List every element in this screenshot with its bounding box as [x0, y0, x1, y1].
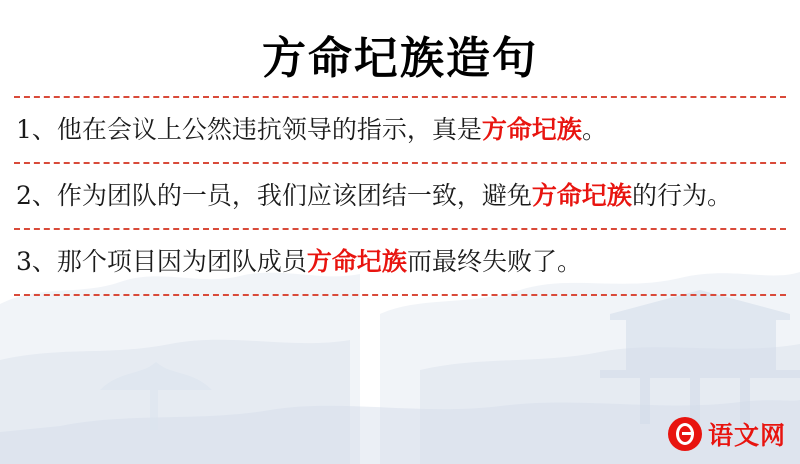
sentence-number-2: 2、: [16, 181, 57, 210]
keyword-highlight-1: 方命圮族: [481, 115, 582, 144]
sentence-item-2: [0, 164, 800, 228]
divider-bottom: [14, 294, 786, 296]
logo-mark-icon: [668, 417, 702, 451]
sentence-item-3: [0, 230, 800, 294]
page-title: 方命圮族造句: [262, 33, 538, 84]
sentence-text-2a: 作为团队的一员，我们应该团结一致，避免: [56, 181, 532, 210]
logo-text: 语文网: [707, 421, 786, 450]
sentence-text-1b: 。: [581, 115, 607, 144]
site-logo: [668, 416, 786, 452]
sentence-text-3b: 而最终失败了。: [406, 247, 582, 276]
sentence-text-2b: 的行为。: [631, 181, 732, 210]
sentence-number-1: 1、: [16, 115, 57, 144]
sentence-text-3a: 那个项目因为团队成员: [56, 247, 307, 276]
sentence-item-1: [0, 98, 800, 162]
sentence-text-1a: 他在会议上公然违抗领导的指示，真是: [56, 115, 482, 144]
sentence-number-3: 3、: [16, 247, 57, 276]
keyword-highlight-2: 方命圮族: [531, 181, 632, 210]
keyword-highlight-3: 方命圮族: [306, 247, 407, 276]
